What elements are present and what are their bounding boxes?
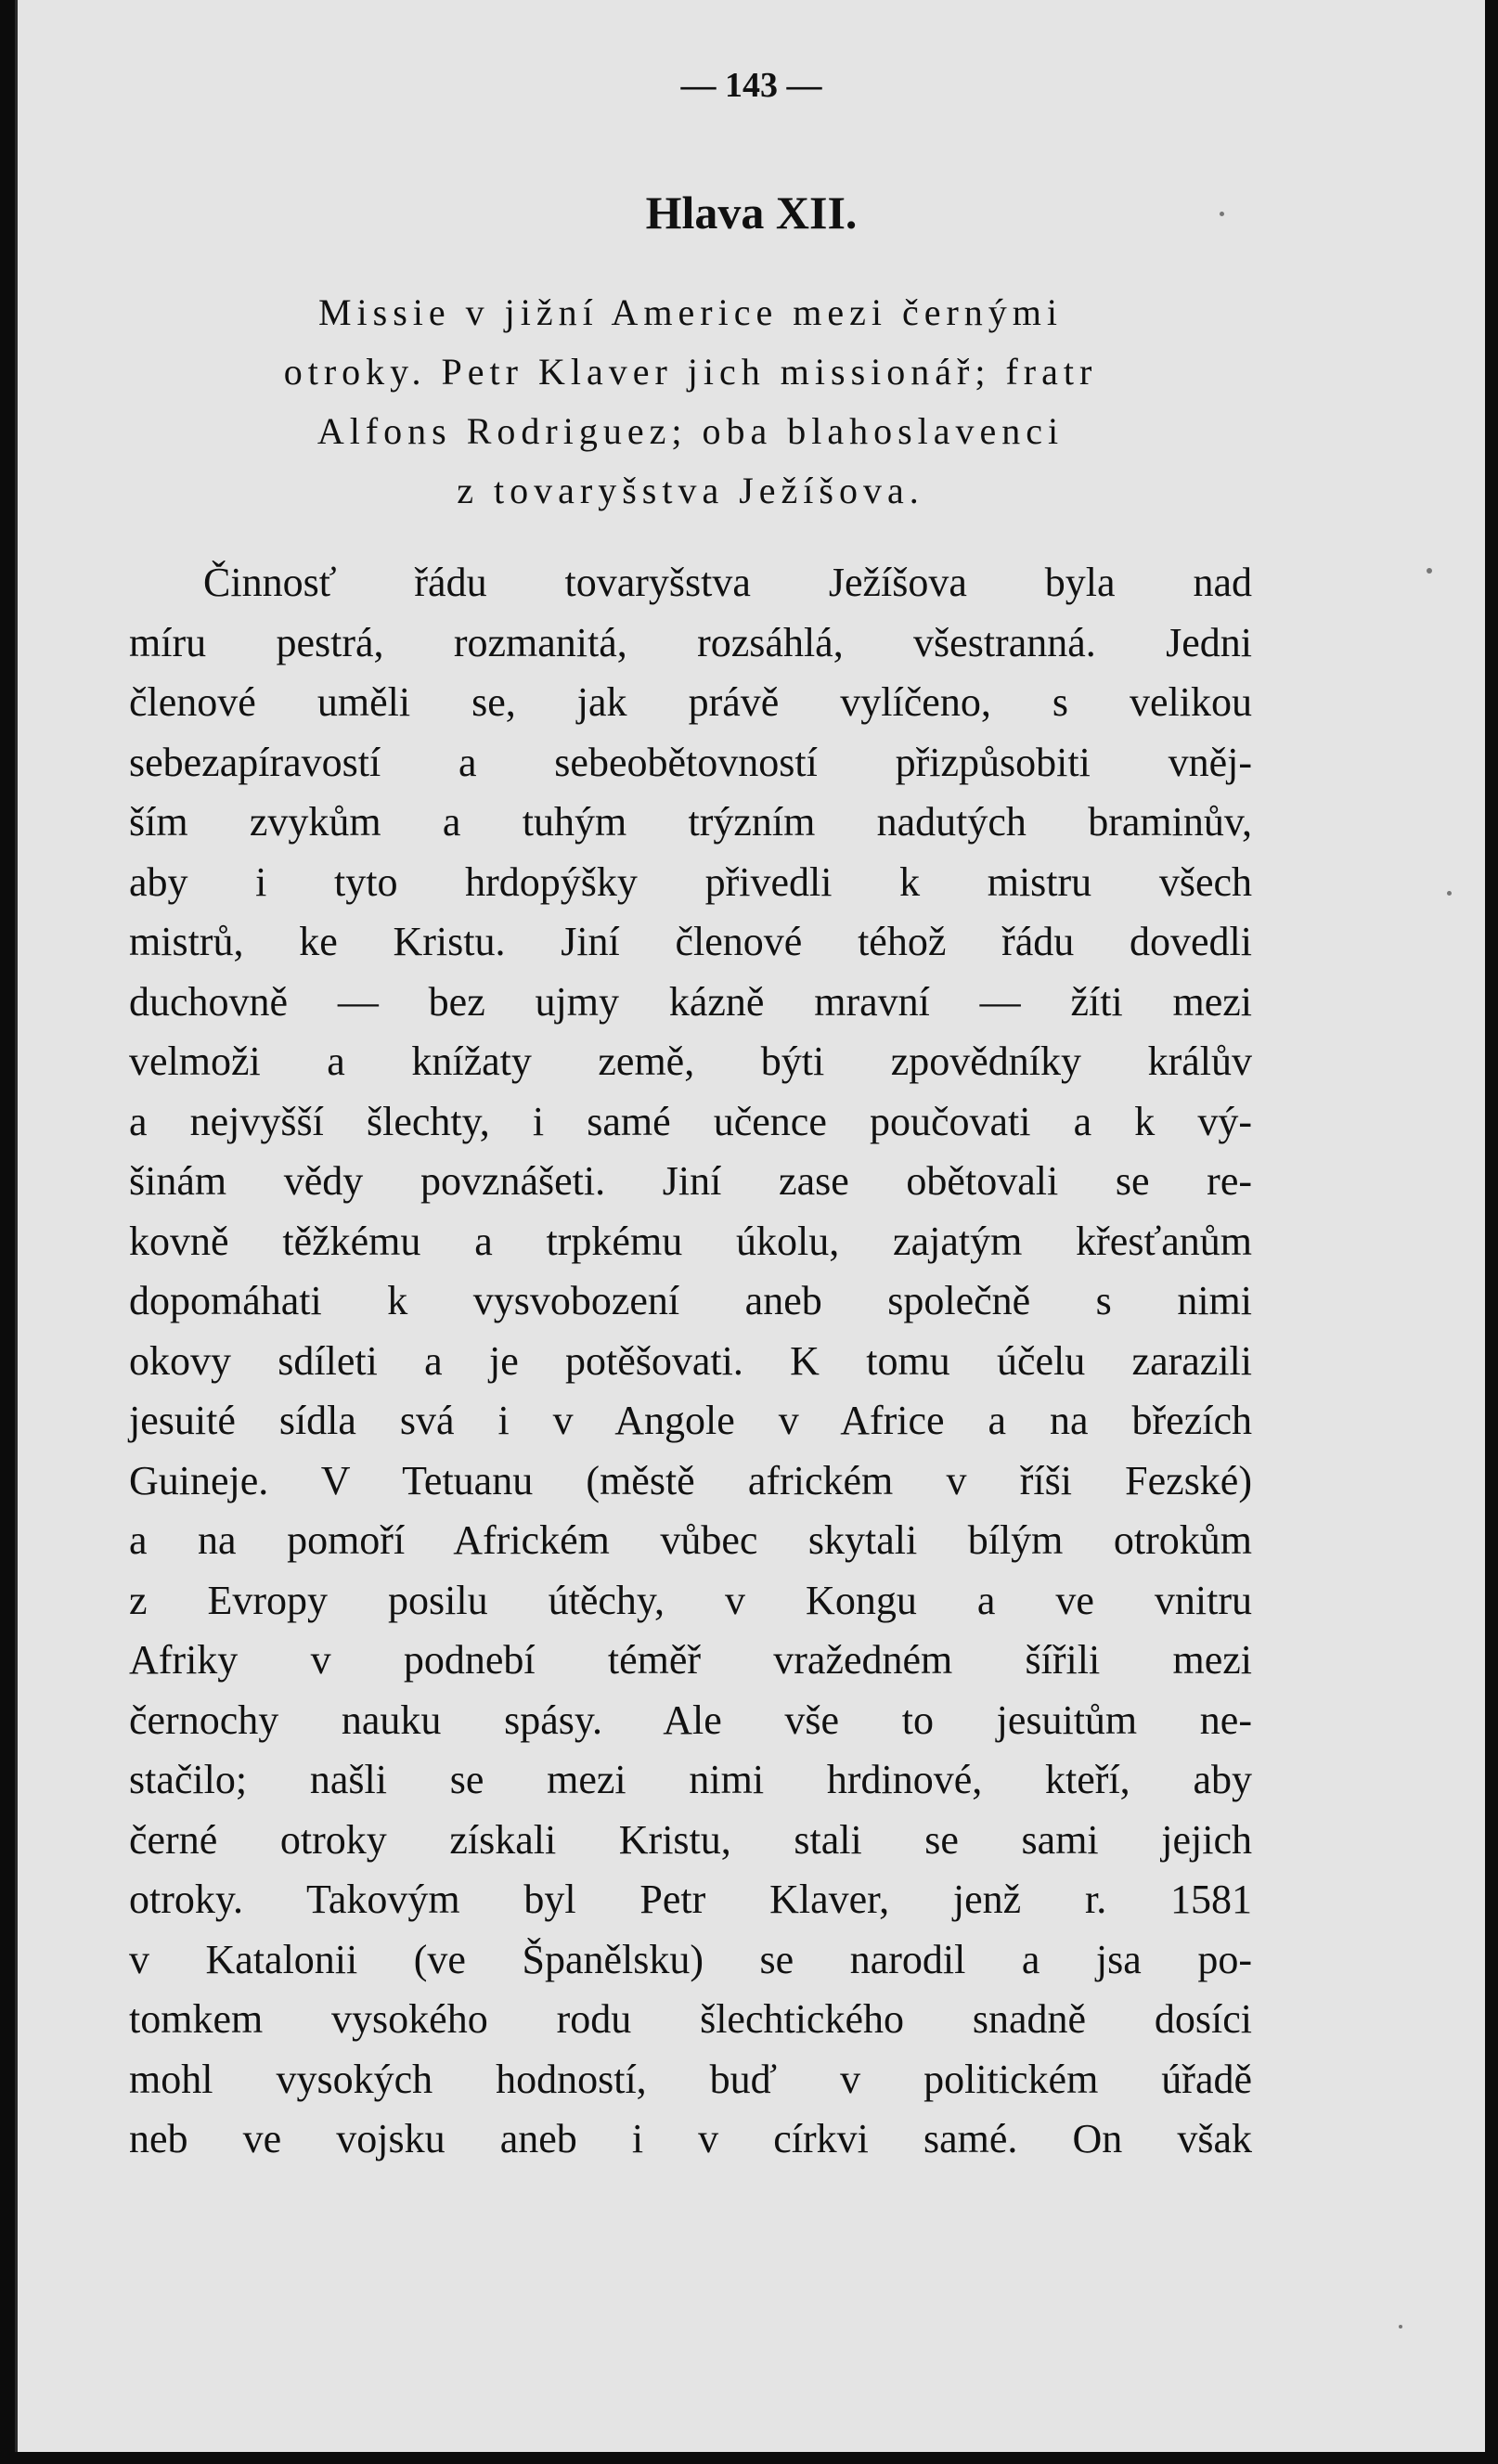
text-line: kovně těžkému a trpkému úkolu, zajatým křesťanům bbox=[129, 1218, 1252, 1264]
paper-speck bbox=[1447, 891, 1452, 896]
text-line: duchovně — bez ujmy kázně mravní — žíti mezi bbox=[129, 978, 1252, 1025]
text-line: neb ve vojsku aneb i v církvi samé. On však bbox=[129, 2116, 1252, 2161]
chapter-subtitle bbox=[120, 283, 1261, 521]
chapter-title: Hlava XII. bbox=[645, 187, 858, 239]
paper-speck bbox=[1427, 568, 1432, 574]
paper-speck bbox=[1220, 212, 1224, 216]
text-line: aby i tyto hrdopýšky přivedli k mistru všech bbox=[129, 858, 1252, 905]
subtitle-line: z tovaryšstva Ježíšova. bbox=[457, 470, 924, 511]
subtitle-line: Alfons Rodriguez; oba blahoslavenci bbox=[316, 410, 1065, 452]
body-paragraph bbox=[129, 553, 1252, 2170]
text-line: Guineje. V Tetuanu (městě africkém v říši Fezské) bbox=[129, 1457, 1252, 1503]
text-line: Afriky v podnebí téměř vražedném šířili mezi bbox=[129, 1637, 1252, 1683]
text-line: sebezapíravostí a sebeobětovností přizpůsobiti vněj- bbox=[129, 739, 1252, 785]
text-line: šinám vědy povznášeti. Jiní zase obětovali se re- bbox=[129, 1158, 1252, 1204]
text-line: otroky. Takovým byl Petr Klaver, jenž r. 1581 bbox=[129, 1877, 1252, 1922]
text-line: černochy nauku spásy. Ale vše to jesuitům ne- bbox=[129, 1696, 1252, 1743]
text-line: velmoži a knížaty země, býti zpovědníky králův bbox=[129, 1038, 1252, 1084]
text-line: Činnosť řádu tovaryšstva Ježíšova byla nad bbox=[203, 560, 1252, 605]
text-line: ším zvykům a tuhým trýzním nadutých braminův, bbox=[129, 799, 1252, 845]
subtitle-line: Missie v jižní Americe mezi černými bbox=[317, 291, 1064, 333]
text-line: v Katalonii (ve Španělsku) se narodil a jsa po- bbox=[129, 1936, 1252, 1982]
text-line: okovy sdíleti a je potěšovati. K tomu účelu zarazili bbox=[129, 1337, 1252, 1384]
text-line: dopomáhati k vysvobození aneb společně s nimi bbox=[129, 1278, 1252, 1323]
text-line: míru pestrá, rozmanitá, rozsáhlá, všestranná. Jedni bbox=[129, 619, 1252, 665]
text-line: tomkem vysokého rodu šlechtického snadně dosíci bbox=[129, 1996, 1252, 2042]
text-line: stačilo; našli se mezi nimi hrdinové, kteří, aby bbox=[129, 1757, 1252, 1802]
paper-speck bbox=[1399, 2325, 1402, 2329]
text-line: černé otroky získali Kristu, stali se sami jejich bbox=[129, 1816, 1252, 1863]
text-line: členové uměli se, jak právě vylíčeno, s velikou bbox=[129, 679, 1252, 725]
text-line: z Evropy posilu útěchy, v Kongu a ve vnitru bbox=[129, 1577, 1252, 1623]
page-number: — 143 — bbox=[680, 66, 822, 105]
text-line: jesuité sídla svá i v Angole v Africe a na březích bbox=[129, 1398, 1252, 1443]
text-line: a na pomoří Africkém vůbec skytali bílým otrokům bbox=[129, 1517, 1252, 1563]
text-line: mohl vysokých hodností, buď v politickém úřadě bbox=[129, 2056, 1252, 2102]
text-line: mistrů, ke Kristu. Jiní členové téhož řádu dovedli bbox=[129, 919, 1252, 964]
subtitle-line: otroky. Petr Klaver jich missionář; fratr bbox=[283, 351, 1098, 393]
book-page bbox=[15, 0, 1485, 2452]
text-line: a nejvyšší šlechty, i samé učence poučovati a k vý- bbox=[129, 1098, 1252, 1144]
